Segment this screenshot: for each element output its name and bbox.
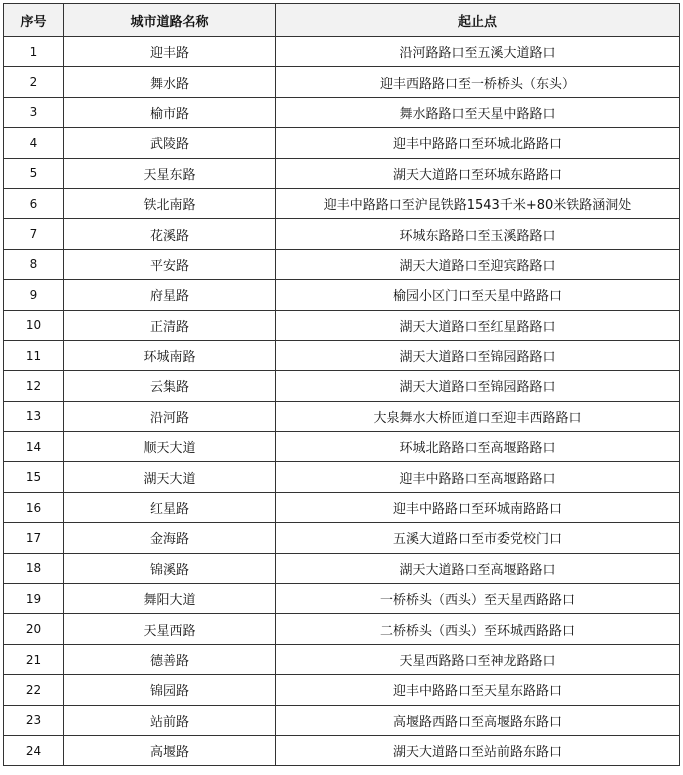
table-row: [4, 188, 680, 218]
start-end-points: 迎丰中路路口至高堰路路口: [276, 462, 680, 492]
row-index: 14: [4, 432, 64, 462]
row-index: 19: [4, 584, 64, 614]
row-index: 5: [4, 158, 64, 188]
row-index: 9: [4, 280, 64, 310]
start-end-points: 湖天大道路口至环城东路路口: [276, 158, 680, 188]
table-row: [4, 219, 680, 249]
row-index: 7: [4, 219, 64, 249]
road-name: 沿河路: [64, 401, 276, 431]
table-row: [4, 310, 680, 340]
start-end-points: 迎丰中路路口至天星东路路口: [276, 675, 680, 705]
road-name: 舞水路: [64, 67, 276, 97]
table-row: [4, 523, 680, 553]
table-row: [4, 249, 680, 279]
road-name: 平安路: [64, 249, 276, 279]
row-index: 3: [4, 97, 64, 127]
road-name: 锦溪路: [64, 553, 276, 583]
road-name: 环城南路: [64, 340, 276, 370]
table-row: [4, 128, 680, 158]
header-road-name: 城市道路名称: [64, 4, 276, 37]
row-index: 6: [4, 188, 64, 218]
row-index: 22: [4, 675, 64, 705]
start-end-points: 迎丰中路路口至沪昆铁路1543千米+80米铁路涵洞处: [276, 188, 680, 218]
row-index: 21: [4, 644, 64, 674]
start-end-points: 五溪大道路口至市委党校门口: [276, 523, 680, 553]
row-index: 2: [4, 67, 64, 97]
road-name: 迎丰路: [64, 37, 276, 67]
row-index: 12: [4, 371, 64, 401]
road-name: 天星西路: [64, 614, 276, 644]
table-row: [4, 97, 680, 127]
start-end-points: 迎丰中路路口至环城南路路口: [276, 492, 680, 522]
start-end-points: 湖天大道路口至迎宾路路口: [276, 249, 680, 279]
start-end-points: 二桥桥头（西头）至环城西路路口: [276, 614, 680, 644]
header-start-end: 起止点: [276, 4, 680, 37]
table-row: [4, 705, 680, 735]
start-end-points: 高堰路西路口至高堰路东路口: [276, 705, 680, 735]
table-row: [4, 340, 680, 370]
start-end-points: 榆园小区门口至天星中路路口: [276, 280, 680, 310]
start-end-points: 湖天大道路口至红星路路口: [276, 310, 680, 340]
header-row: [4, 4, 680, 37]
road-name: 花溪路: [64, 219, 276, 249]
start-end-points: 一桥桥头（西头）至天星西路路口: [276, 584, 680, 614]
road-table: [3, 3, 680, 766]
road-name: 舞阳大道: [64, 584, 276, 614]
road-name: 德善路: [64, 644, 276, 674]
start-end-points: 迎丰西路路口至一桥桥头（东头）: [276, 67, 680, 97]
road-name: 天星东路: [64, 158, 276, 188]
row-index: 1: [4, 37, 64, 67]
row-index: 20: [4, 614, 64, 644]
table-row: [4, 584, 680, 614]
row-index: 11: [4, 340, 64, 370]
row-index: 15: [4, 462, 64, 492]
road-name: 高堰路: [64, 735, 276, 765]
table-row: [4, 280, 680, 310]
road-name: 府星路: [64, 280, 276, 310]
row-index: 18: [4, 553, 64, 583]
table-row: [4, 462, 680, 492]
header-index: 序号: [4, 4, 64, 37]
road-name: 榆市路: [64, 97, 276, 127]
table-body: [4, 37, 680, 766]
table-row: [4, 614, 680, 644]
road-name: 铁北南路: [64, 188, 276, 218]
road-name: 武陵路: [64, 128, 276, 158]
start-end-points: 环城北路路口至高堰路路口: [276, 432, 680, 462]
table-row: [4, 37, 680, 67]
table-row: [4, 371, 680, 401]
table-row: [4, 644, 680, 674]
start-end-points: 大泉舞水大桥匝道口至迎丰西路路口: [276, 401, 680, 431]
start-end-points: 湖天大道路口至站前路东路口: [276, 735, 680, 765]
road-name: 锦园路: [64, 675, 276, 705]
road-name: 湖天大道: [64, 462, 276, 492]
table-row: [4, 675, 680, 705]
row-index: 23: [4, 705, 64, 735]
road-name: 站前路: [64, 705, 276, 735]
road-name: 顺天大道: [64, 432, 276, 462]
road-name: 正清路: [64, 310, 276, 340]
start-end-points: 舞水路路口至天星中路路口: [276, 97, 680, 127]
row-index: 4: [4, 128, 64, 158]
start-end-points: 湖天大道路口至锦园路路口: [276, 371, 680, 401]
table-row: [4, 553, 680, 583]
start-end-points: 湖天大道路口至锦园路路口: [276, 340, 680, 370]
start-end-points: 沿河路路口至五溪大道路口: [276, 37, 680, 67]
start-end-points: 湖天大道路口至高堰路路口: [276, 553, 680, 583]
table-row: [4, 735, 680, 765]
row-index: 13: [4, 401, 64, 431]
row-index: 8: [4, 249, 64, 279]
start-end-points: 迎丰中路路口至环城北路路口: [276, 128, 680, 158]
road-name: 金海路: [64, 523, 276, 553]
table-row: [4, 401, 680, 431]
start-end-points: 环城东路路口至玉溪路路口: [276, 219, 680, 249]
road-name: 红星路: [64, 492, 276, 522]
row-index: 10: [4, 310, 64, 340]
table-row: [4, 432, 680, 462]
table-row: [4, 158, 680, 188]
start-end-points: 天星西路路口至神龙路路口: [276, 644, 680, 674]
row-index: 17: [4, 523, 64, 553]
table-row: [4, 67, 680, 97]
row-index: 16: [4, 492, 64, 522]
row-index: 24: [4, 735, 64, 765]
table-row: [4, 492, 680, 522]
road-name: 云集路: [64, 371, 276, 401]
